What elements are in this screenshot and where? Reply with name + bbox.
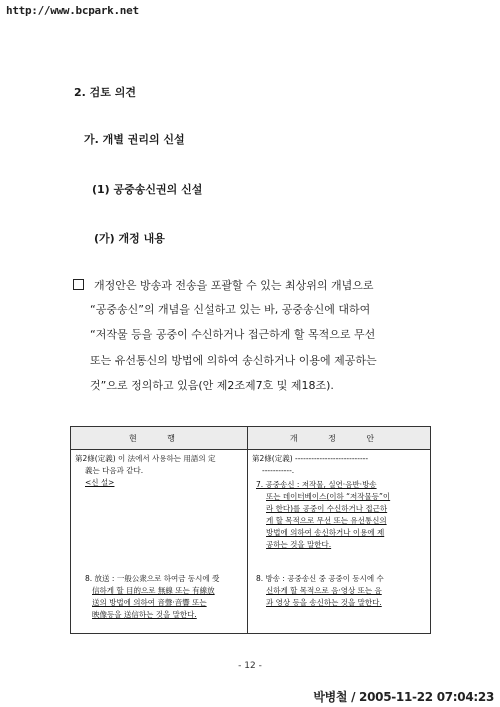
current-line: 第2條(定義) 이 法에서 사용하는 用語의 定 (75, 454, 216, 463)
amended-line: 第2條(定義) --------------------------- (252, 454, 369, 463)
current-item8-line: 送의 방법에 의하여 音聲·音響 또는 (92, 598, 207, 607)
amended-item7-line: 또는 데이터베이스(이하 “저작물등”이 (266, 492, 391, 501)
amended-item8-line: 신하게 할 목적으로 음·영상 또는 음 (266, 586, 382, 595)
amended-item7-line: 라 한다)를 공중이 수신하거나 접근하 (266, 504, 388, 513)
paragraph-line: 개정안은 방송과 전송을 포괄할 수 있는 최상위의 개념으로 (94, 279, 374, 292)
amended-item8-line: 과 영상 등을 송신하는 것을 말한다. (266, 598, 382, 607)
current-item8-line: 信하게 할 目的으로 無線 또는 有線放 (92, 586, 215, 595)
current-law-cell (71, 450, 248, 634)
comparison-table (70, 426, 431, 634)
page-number: - 12 - (238, 661, 262, 671)
paragraph-line: 것”으로 정의하고 있음(안 제2조제7호 및 제18조). (90, 379, 334, 392)
watermark-author-timestamp: 박병철 / 2005-11-22 07:04:23 (313, 690, 494, 704)
paragraph-line: “공중송신”의 개념을 신설하고 있는 바, 공중송신에 대하여 (90, 303, 371, 316)
table-header-current: 현 행 (71, 427, 248, 450)
amended-item7-line: 7. 공중송신 : 저작물, 실연·음반·방송 (256, 480, 377, 489)
amended-item8-line: 8. 방송 : 공중송신 중 공중이 동시에 수 (256, 574, 384, 583)
content-heading: (가) 개정 내용 (94, 232, 165, 245)
amended-item7-line: 방법에 의하여 송신하거나 이용에 제 (266, 528, 385, 537)
watermark-url: http://www.bcpark.net (6, 4, 139, 17)
subsubsection-heading: (1) 공중송신권의 신설 (92, 183, 203, 196)
amended-law-cell (248, 450, 431, 634)
amended-item7-line: 공하는 것을 말한다. (266, 540, 332, 549)
paragraph-line: “저작물 등을 공중이 수신하거나 접근하게 할 목적으로 무선 (90, 328, 376, 341)
subsection-heading: 가. 개별 권리의 신설 (84, 133, 185, 146)
amended-line: -----------. (262, 466, 295, 475)
current-item8-line: 映像등을 送信하는 것을 말한다. (92, 610, 197, 619)
current-item8-line: 8. 放送 : 一般公衆으로 하여금 동시에 受 (85, 574, 220, 583)
checkbox-bullet-icon (73, 279, 84, 290)
amended-item7-line: 게 할 목적으로 무선 또는 유선통신의 (266, 516, 387, 525)
section-heading: 2. 검토 의견 (74, 86, 136, 99)
table-header-amended: 개 정 안 (248, 427, 431, 450)
paragraph-line: 또는 유선통신의 방법에 의하여 송신하거나 이용에 제공하는 (90, 354, 377, 367)
current-new-marker: <신 설> (85, 478, 115, 487)
current-line: 義는 다음과 같다. (85, 466, 144, 475)
